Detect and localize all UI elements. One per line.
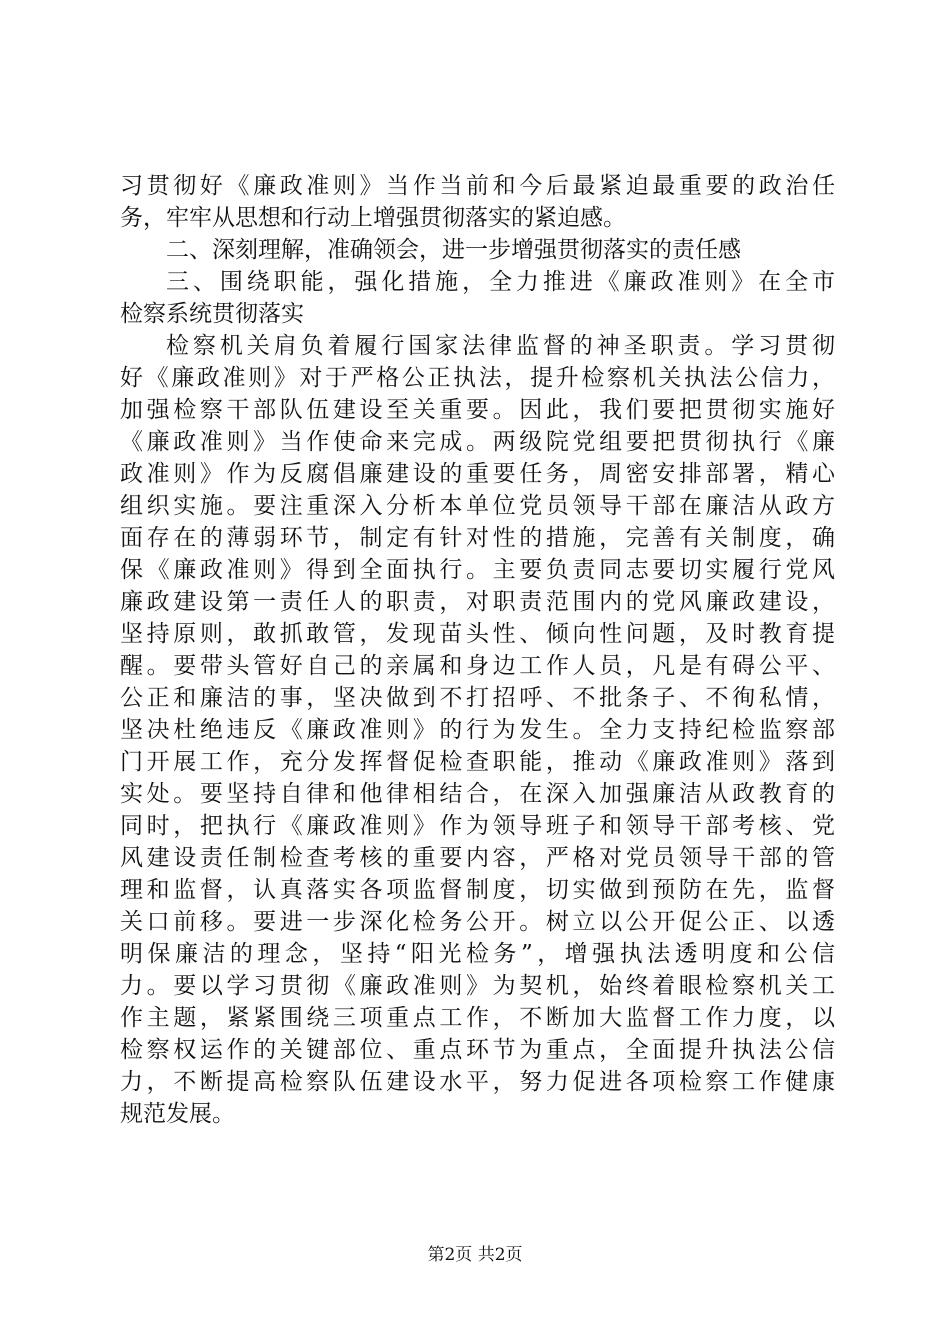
text-line: 关口前移。要进一步深化检务公开。树立以公开促公正、以透 [120, 909, 835, 935]
text-line: 检察系统贯彻落实 [120, 301, 304, 327]
text-line: 加强检察干部队伍建设至关重要。因此，我们要把贯彻实施好 [120, 397, 835, 423]
text-line: 坚持原则，敢抓敢管，发现苗头性、倾向性问题，及时教育提 [120, 621, 835, 647]
text-line: 同时，把执行《廉政准则》作为领导班子和领导干部考核、党 [120, 813, 835, 839]
text-line: 《廉政准则》当作使命来完成。两级院党组要把贯彻执行《廉 [120, 429, 835, 455]
page-footer: 第2页 共2页 [427, 1245, 523, 1265]
text-line: 规范发展。 [120, 1101, 235, 1127]
text-line: 作主题，紧紧围绕三项重点工作，不断加大监督工作力度，以 [120, 1005, 835, 1031]
text-line: 保《廉政准则》得到全面执行。主要负责同志要切实履行党风 [120, 557, 835, 583]
text-line: 面存在的薄弱环节，制定有针对性的措施，完善有关制度，确 [120, 525, 835, 551]
text-line: 力，不断提高检察队伍建设水平，努力促进各项检察工作健康 [120, 1069, 835, 1095]
text-line: 醒。要带头管好自己的亲属和身边工作人员，凡是有碍公平、 [120, 653, 835, 679]
text-line: 理和监督，认真落实各项监督制度，切实做到预防在先，监督 [120, 877, 835, 903]
text-line: 三、围绕职能，强化措施，全力推进《廉政准则》在全市 [166, 269, 835, 295]
text-line: 门开展工作，充分发挥督促检查职能，推动《廉政准则》落到 [120, 749, 835, 775]
text-line: 好《廉政准则》对于严格公正执法，提升检察机关执法公信力， [120, 365, 835, 391]
text-line: 坚决杜绝违反《廉政准则》的行为发生。全力支持纪检监察部 [120, 717, 835, 743]
text-line: 习贯彻好《廉政准则》当作当前和今后最紧迫最重要的政治任 [120, 173, 835, 199]
text-line: 政准则》作为反腐倡廉建设的重要任务，周密安排部署，精心 [120, 461, 835, 487]
text-line: 务，牢牢从思想和行动上增强贯彻落实的紧迫感。 [120, 205, 626, 231]
text-line: 检察机关肩负着履行国家法律监督的神圣职责。学习贯彻 [166, 333, 835, 359]
text-line: 公正和廉洁的事，坚决做到不打招呼、不批条子、不徇私情， [120, 685, 835, 711]
text-line: 明保廉洁的理念，坚持“阳光检务”，增强执法透明度和公信 [120, 941, 835, 967]
text-line: 力。要以学习贯彻《廉政准则》为契机，始终着眼检察机关工 [120, 973, 835, 999]
text-line: 风建设责任制检查考核的重要内容，严格对党员领导干部的管 [120, 845, 835, 871]
text-line: 实处。要坚持自律和他律相结合，在深入加强廉洁从政教育的 [120, 781, 835, 807]
document-body [120, 170, 835, 1130]
text-line: 组织实施。要注重深入分析本单位党员领导干部在廉洁从政方 [120, 493, 835, 519]
text-line: 二、深刻理解，准确领会，进一步增强贯彻落实的责任感 [166, 237, 741, 263]
text-line: 廉政建设第一责任人的职责，对职责范围内的党风廉政建设， [120, 589, 835, 615]
text-line: 检察权运作的关键部位、重点环节为重点，全面提升执法公信 [120, 1037, 835, 1063]
